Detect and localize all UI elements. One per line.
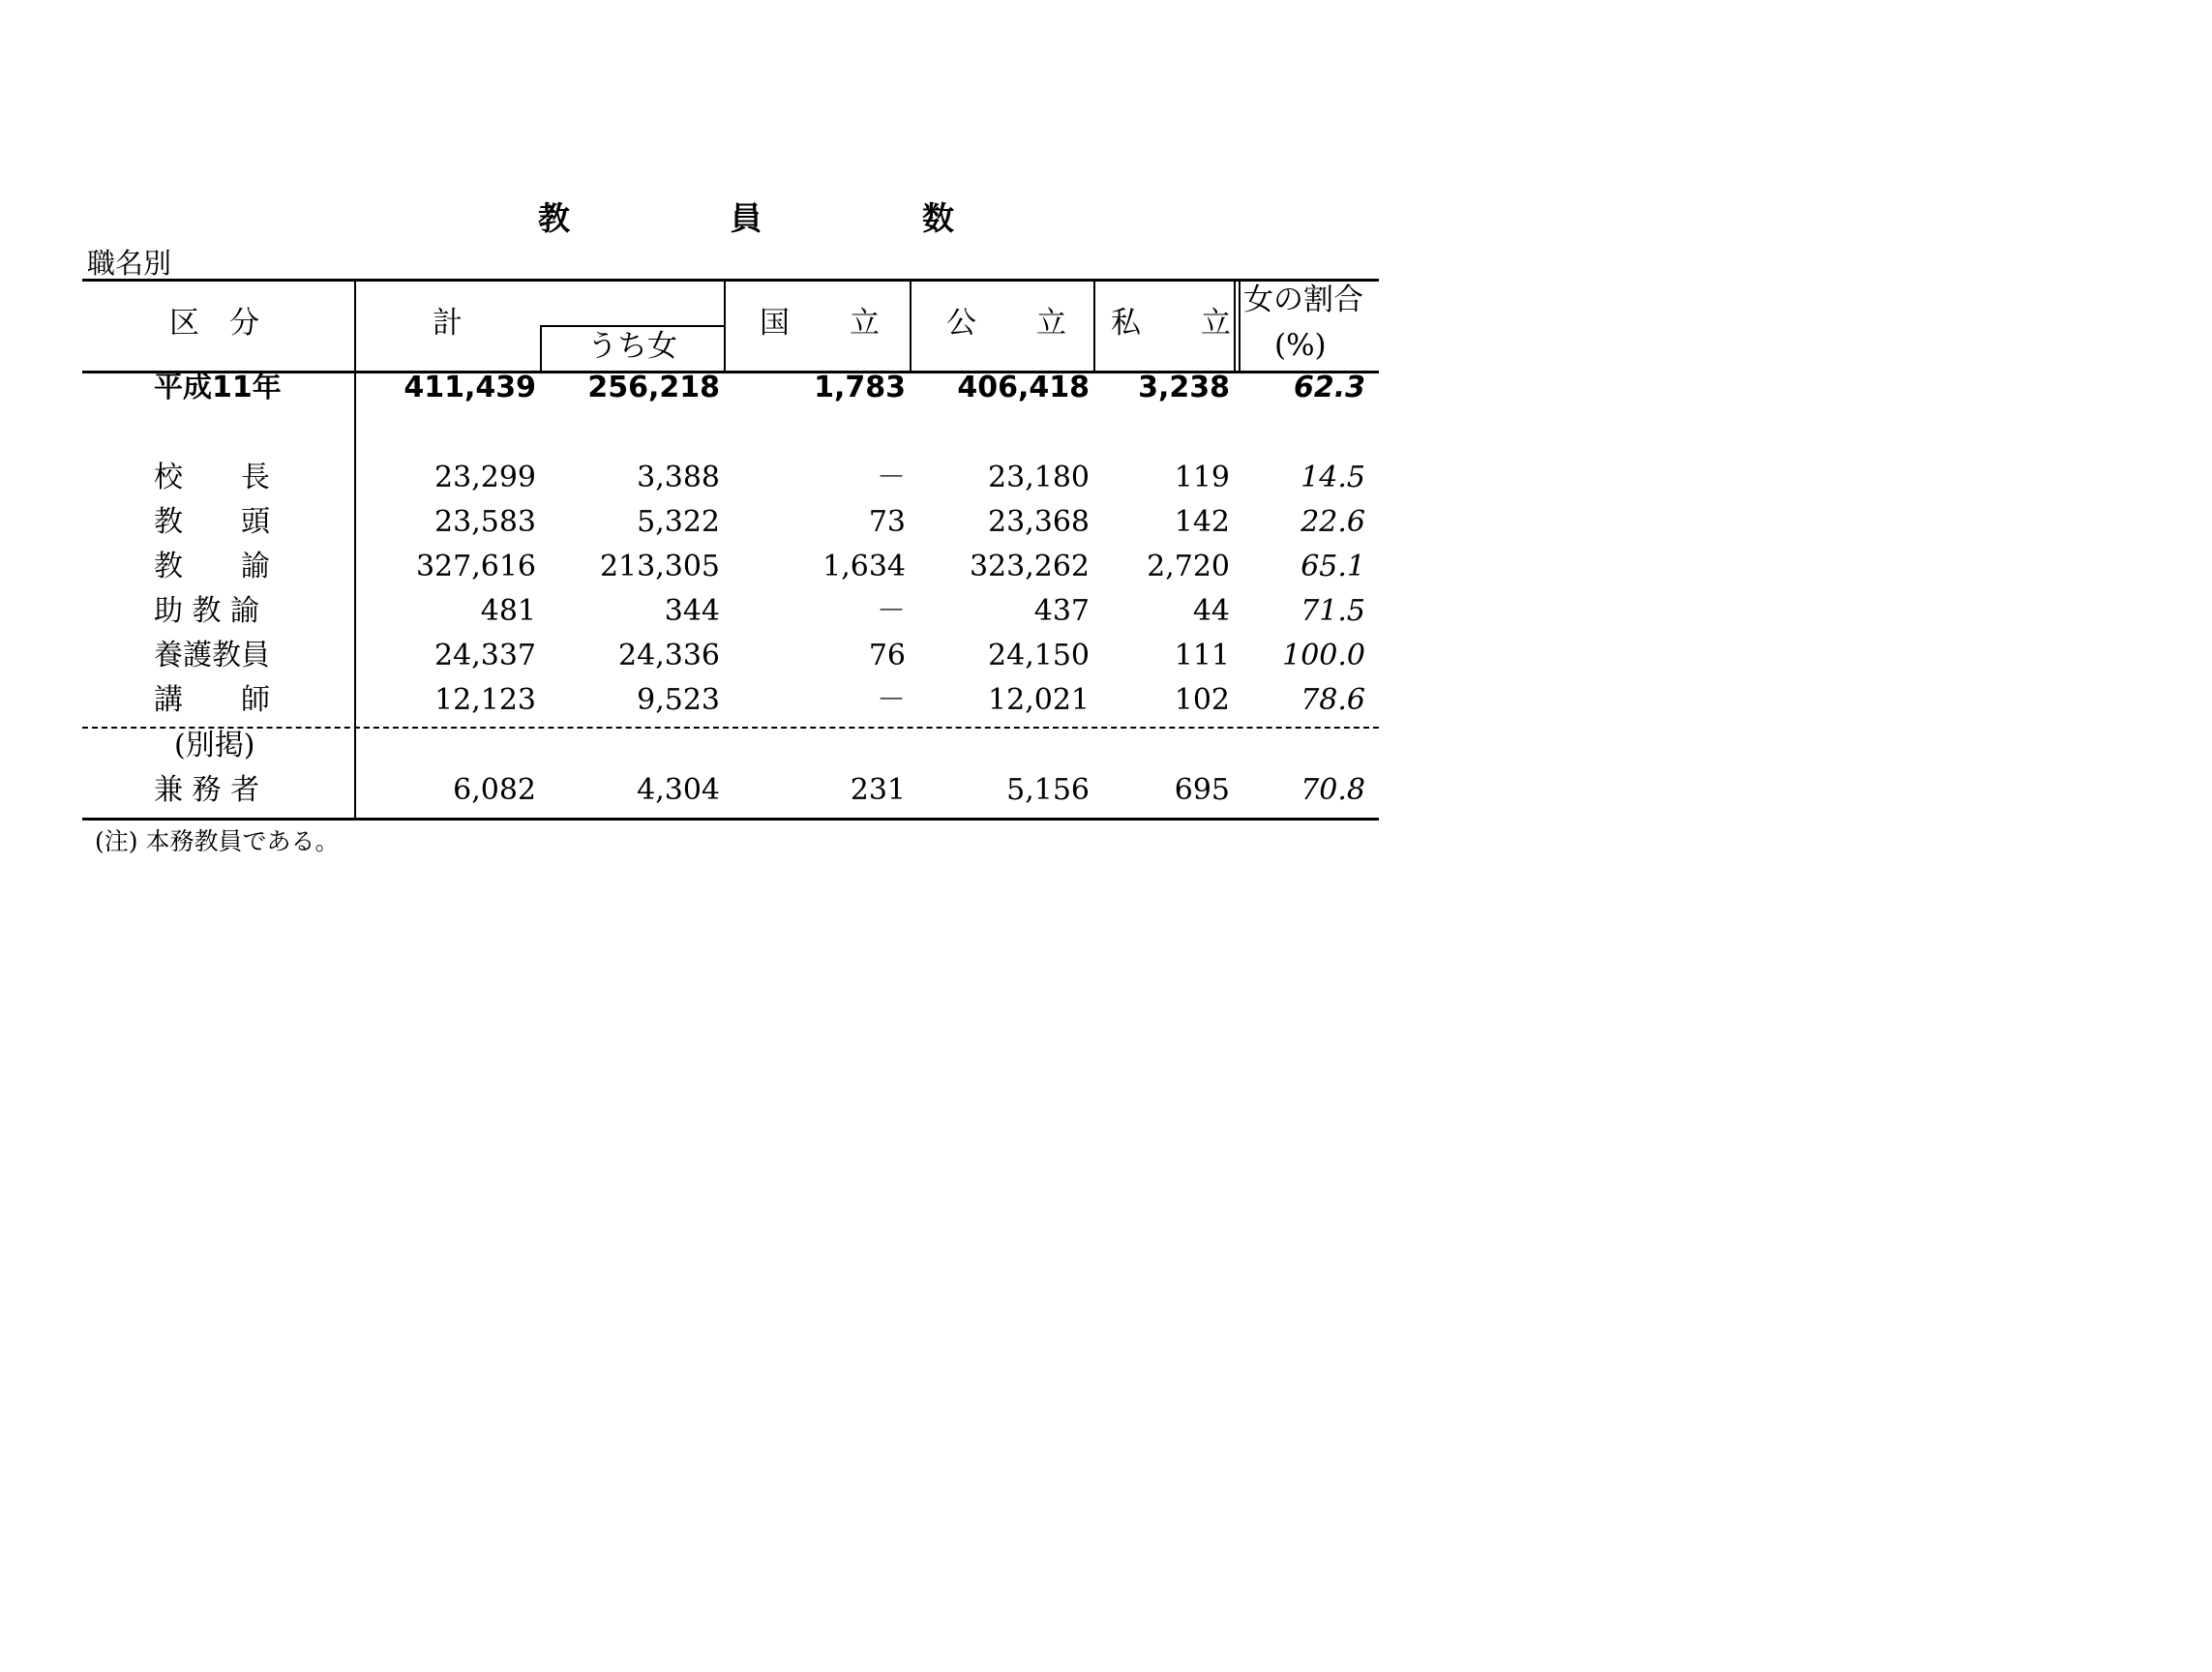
table-bottom-rule [82,818,1379,821]
cell-total: 411,439 [404,371,536,404]
cell-female: 256,218 [587,371,720,404]
cell-national: － [877,461,906,494]
cell-female: 5,322 [637,505,720,539]
header-female-ratio-unit: (%) [1274,328,1327,363]
header-total: 計 [433,306,463,341]
cell-ratio: 78.6 [1300,683,1365,717]
cell-private: 119 [1174,461,1230,494]
cell-national: 76 [868,639,906,672]
cell-public: 23,368 [988,505,1090,539]
header-divider-4 [1234,279,1236,371]
cell-ratio: 70.8 [1300,773,1365,807]
cell-total: 6,082 [453,773,536,807]
cell-female: 9,523 [637,683,720,717]
table-note: (注) 本務教員である。 [95,827,340,855]
cell-female: 344 [664,594,720,628]
row-label: 校 長 [154,461,270,494]
cell-private: 2,720 [1147,550,1230,583]
header-total-female: うち女 [587,329,677,364]
header-public: 公 立 [946,306,1066,341]
cell-female: 213,305 [599,550,720,583]
row-label: 平成11年 [154,371,282,404]
title-char-3: 数 [922,199,954,237]
cell-ratio: 65.1 [1300,550,1365,583]
cell-total: 24,337 [434,639,536,672]
cell-total: 327,616 [415,550,536,583]
table-top-rule [82,279,1379,282]
cell-total: 23,583 [434,505,536,539]
header-divider-3 [1093,279,1095,371]
row-label: 兼 務 者 [154,773,260,807]
cell-female: 24,336 [618,639,720,672]
cell-ratio: 22.6 [1300,505,1365,539]
cell-total: 12,123 [434,683,536,717]
cell-private: 111 [1174,639,1230,672]
header-female-ratio: 女の割合 [1243,283,1363,317]
cell-national: 1,634 [822,550,906,583]
cell-public: 12,021 [988,683,1090,717]
cell-private: 102 [1174,683,1230,717]
header-category: 区 分 [169,306,259,341]
cell-national: 73 [868,505,906,539]
cell-national: － [877,683,906,717]
cell-public: 323,262 [969,550,1090,583]
separate-label: (別掲) [174,729,255,762]
row-label: 教 頭 [154,505,270,539]
separate-dashed-rule [82,727,1379,729]
header-divider-5 [1239,279,1241,371]
cell-public: 24,150 [988,639,1090,672]
teacher-count-table [82,279,1379,821]
cell-national: 231 [850,773,906,807]
page-title [538,194,954,239]
title-char-2: 員 [730,199,762,237]
row-label: 講 師 [154,683,270,717]
row-label: 養護教員 [154,639,270,672]
cell-total: 481 [480,594,536,628]
category-divider [354,279,356,820]
cell-female: 3,388 [637,461,720,494]
cell-ratio: 71.5 [1300,594,1365,628]
cell-female: 4,304 [637,773,720,807]
header-national: 国 立 [760,306,880,341]
header-divider-1 [724,279,726,371]
cell-ratio: 100.0 [1282,639,1365,672]
cell-public: 23,180 [988,461,1090,494]
cell-national: 1,783 [814,371,906,404]
header-divider-2 [910,279,912,371]
cell-private: 695 [1174,773,1230,807]
cell-private: 142 [1174,505,1230,539]
female-subheader-left-rule [540,325,542,371]
table-subtitle: 職名別 [87,247,172,280]
cell-private: 44 [1192,594,1230,628]
row-label: 助 教 諭 [154,594,260,628]
cell-ratio: 14.5 [1300,461,1365,494]
cell-private: 3,238 [1138,371,1230,404]
header-private: 私 立 [1111,306,1231,341]
row-label: 教 諭 [154,550,270,583]
cell-ratio: 62.3 [1293,371,1365,404]
female-subheader-rule [540,325,724,327]
cell-public: 437 [1033,594,1090,628]
cell-public: 406,418 [957,371,1090,404]
cell-national: － [877,594,906,628]
cell-total: 23,299 [434,461,536,494]
cell-public: 5,156 [1006,773,1090,807]
title-char-1: 教 [538,199,570,237]
